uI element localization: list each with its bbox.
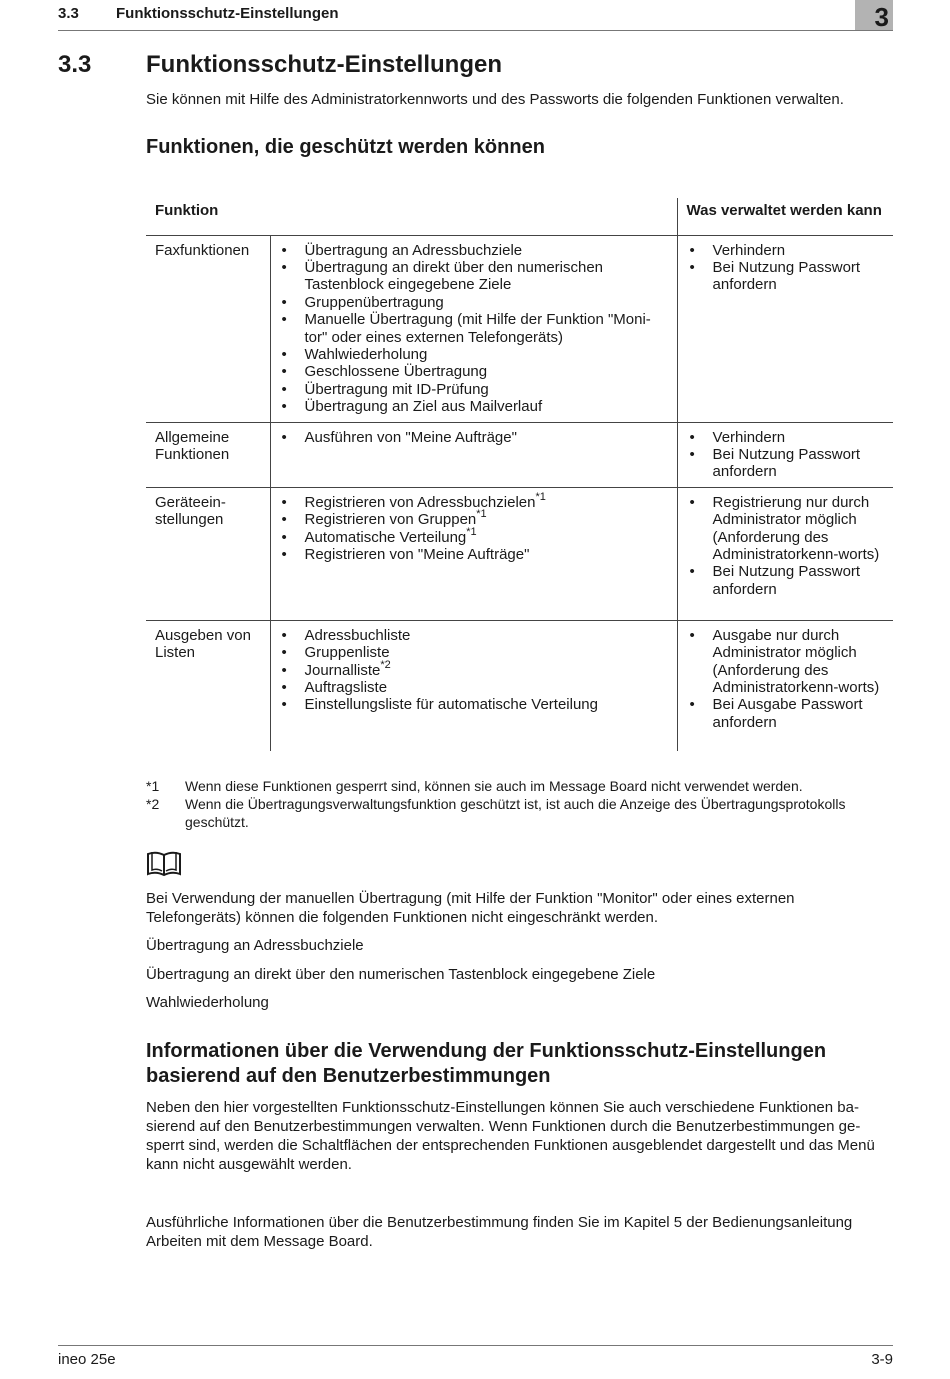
footnote bbox=[146, 795, 893, 831]
footnote-ref: *1 bbox=[535, 490, 546, 503]
footnote-mark: *1 bbox=[146, 778, 160, 794]
list-item: • Ausgabe nur durch Administrator möglich (Anforderung des Administratorkenn-worts) bbox=[687, 627, 886, 697]
item-text: Registrieren von Adressbuchzielen bbox=[304, 493, 536, 511]
list-item bbox=[279, 696, 669, 713]
item-text: Registrieren von Gruppen bbox=[304, 511, 477, 529]
info-heading: Informationen über die Verwendung der Funktionsschutz-Einstellungen basierend auf den Benutzerbestimmungen bbox=[146, 1040, 827, 1087]
list-item bbox=[279, 546, 669, 563]
list-item: • Bei Nutzung Passwort anfordern bbox=[687, 563, 886, 598]
row-category: Ausgeben von Listen bbox=[146, 620, 270, 751]
row-category: Faxfunktionen bbox=[146, 235, 270, 422]
info-paragraph: Neben den hier vorgestellten Funktionsschutz-Einstellungen können Sie auch verschiedene Funktionen ba-sierend auf den Benutzerbestimmungen verwalten. Wenn Funktionen durch die Benutzerbestimmungen ge-sperrt sind, werden die Schaltflächen der entsprechenden Funktionen ausgeblendet dargestellt und das Menü kann nicht ausgewählt werden. bbox=[146, 1099, 875, 1173]
row-managed bbox=[677, 620, 893, 751]
function-table bbox=[146, 198, 893, 751]
footnote-ref: *1 bbox=[476, 508, 487, 521]
list-item: • Übertragung an Ziel aus Mailverlauf bbox=[279, 398, 669, 415]
footnote bbox=[146, 777, 893, 795]
list-item bbox=[279, 525, 669, 546]
item-text: Auftragsliste bbox=[304, 679, 388, 696]
list-item: • Geschlossene Übertragung bbox=[279, 363, 669, 380]
list-item: • Übertragung an Adressbuchziele bbox=[279, 242, 669, 259]
table-row bbox=[146, 422, 893, 487]
row-category: Geräteein-stellungen bbox=[146, 487, 270, 620]
item-text: Einstellungsliste für automatische Verteilung bbox=[304, 696, 598, 714]
row-functions bbox=[270, 487, 677, 620]
list-item: • Manuelle Übertragung (mit Hilfe der Funktion "Moni-tor" oder eines externen Telefongeräts) bbox=[279, 311, 669, 346]
footnote-mark: *2 bbox=[146, 796, 160, 812]
table-row bbox=[146, 235, 893, 422]
footnote-text: Wenn diese Funktionen gesperrt sind, können sie auch im Message Board nicht verwendet werden. bbox=[185, 778, 803, 794]
section-intro: Sie können mit Hilfe des Administratorkennworts und des Passworts die folgenden Funktionen verwalten. bbox=[146, 91, 844, 108]
section-title: Funktionsschutz-Einstellungen bbox=[146, 51, 503, 78]
row-managed bbox=[677, 235, 893, 422]
book-icon bbox=[146, 850, 182, 878]
note-item: Wahlwiederholung bbox=[146, 994, 269, 1011]
note-item: Übertragung an Adressbuchziele bbox=[146, 937, 364, 954]
footer-page-number: 3-9 bbox=[871, 1351, 893, 1368]
footer-rule bbox=[58, 1345, 893, 1346]
list-item: • Registrierung nur durch Administrator möglich (Anforderung des Administratorkenn-worts) bbox=[687, 494, 886, 564]
running-header-title: Funktionsschutz-Einstellungen bbox=[116, 5, 339, 22]
footnote-ref: *2 bbox=[380, 658, 391, 671]
info-paragraph: Ausführliche Informationen über die Benutzerbestimmung finden Sie im Kapitel 5 der Bedienungsanleitung Arbeiten mit dem Message Board. bbox=[146, 1214, 853, 1250]
running-header bbox=[58, 0, 893, 31]
footnote-text: Wenn die Übertragungsverwaltungsfunktion geschützt ist, ist auch die Anzeige des Übertragungsprotokolls geschützt. bbox=[185, 796, 846, 830]
item-text: Registrieren von "Meine Aufträge" bbox=[304, 546, 530, 563]
row-functions bbox=[270, 235, 677, 422]
list-item: • Wahlwiederholung bbox=[279, 346, 669, 363]
row-functions bbox=[270, 422, 677, 487]
note-item: Übertragung an direkt über den numerischen Tastenblock eingegebene Ziele bbox=[146, 966, 656, 983]
list-item: • Bei Nutzung Passwort anfordern bbox=[687, 259, 886, 294]
list-item bbox=[279, 627, 669, 644]
list-item: • Ausführen von "Meine Aufträge" bbox=[279, 429, 669, 446]
row-category: Allgemeine Funktionen bbox=[146, 422, 270, 487]
column-header-managed: Was verwaltet werden kann bbox=[677, 198, 893, 235]
section-number: 3.3 bbox=[58, 51, 92, 78]
list-item: • Verhindern bbox=[687, 242, 886, 259]
list-item: • Bei Ausgabe Passwort anfordern bbox=[687, 696, 886, 731]
list-item: • Gruppenübertragung bbox=[279, 294, 669, 311]
table-header-row bbox=[146, 198, 893, 235]
note-text: Bei Verwendung der manuellen Übertragung (mit Hilfe der Funktion "Monitor" oder eines externen Telefongeräts) können die folgenden Funktionen nicht eingeschränkt werden. bbox=[146, 890, 795, 926]
row-managed bbox=[677, 487, 893, 620]
table-row bbox=[146, 487, 893, 620]
list-item bbox=[279, 679, 669, 696]
footer-product: ineo 25e bbox=[58, 1351, 116, 1368]
list-item: • Übertragung an direkt über den numerischen Tastenblock eingegebene Ziele bbox=[279, 259, 669, 294]
chapter-tab: 3 bbox=[855, 0, 893, 30]
item-text: Journalliste bbox=[304, 661, 381, 679]
item-text: Adressbuchliste bbox=[304, 626, 411, 644]
subheading: Funktionen, die geschützt werden können bbox=[146, 136, 545, 158]
footnote-ref: *1 bbox=[466, 525, 477, 538]
list-item: • Bei Nutzung Passwort anfordern bbox=[687, 446, 886, 481]
list-item: • Übertragung mit ID-Prüfung bbox=[279, 381, 669, 398]
item-text: Gruppenliste bbox=[304, 644, 390, 662]
item-text: Automatische Verteilung bbox=[304, 528, 467, 546]
running-header-number: 3.3 bbox=[58, 5, 79, 22]
list-item bbox=[279, 490, 669, 511]
table-row bbox=[146, 620, 893, 751]
list-item bbox=[279, 658, 669, 679]
list-item: • Verhindern bbox=[687, 429, 886, 446]
column-header-function: Funktion bbox=[146, 198, 677, 235]
row-managed bbox=[677, 422, 893, 487]
list-item bbox=[279, 644, 669, 661]
row-functions bbox=[270, 620, 677, 751]
